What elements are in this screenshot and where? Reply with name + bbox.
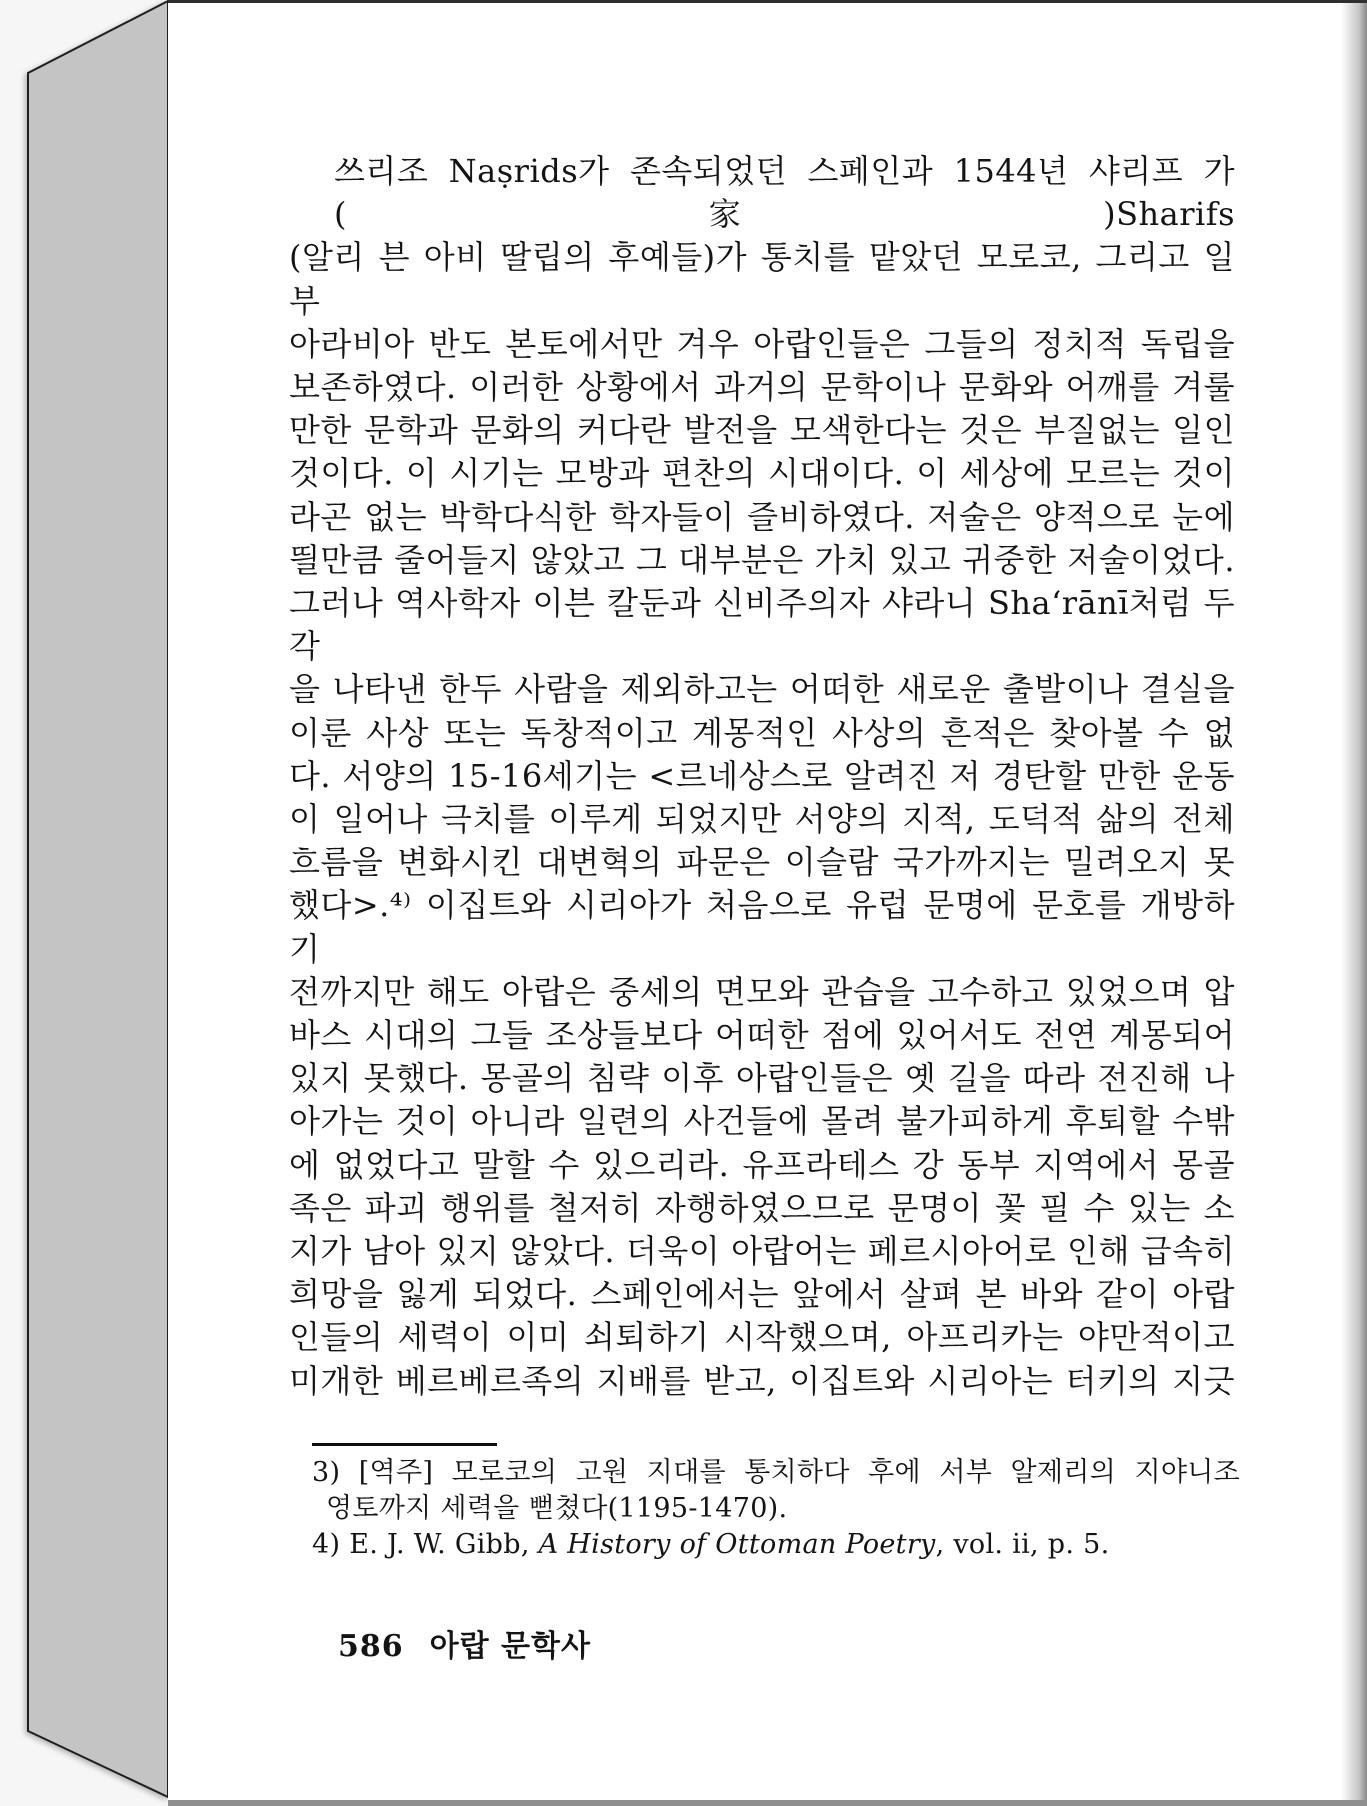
body-text-line: 만한 문학과 문화의 커다란 발전을 모색한다는 것은 부질없는 일인 bbox=[289, 411, 1235, 450]
body-text-line: 희망을 잃게 되었다. 스페인에서는 앞에서 살펴 본 바와 같이 아랍 bbox=[289, 1275, 1235, 1314]
body-text-line: 것이다. 이 시기는 모방과 편찬의 시대이다. 이 세상에 모르는 것이 bbox=[289, 454, 1235, 493]
body-text-line: 띌만큼 줄어들지 않았고 그 대부분은 가치 있고 귀중한 저술이었다. bbox=[289, 540, 1235, 579]
body-text-line: 그러나 역사학자 이븐 칼둔과 신비주의자 샤라니 Sha‘rānī처럼 두각 bbox=[289, 584, 1235, 666]
body-text-block bbox=[289, 150, 1235, 1403]
footnote-3-line-1: 3) [역주] 모로코의 고원 지대를 통치하다 후에 서부 알제리의 지야니조 bbox=[312, 1457, 1240, 1488]
body-text-line: 인들의 세력이 이미 쇠퇴하기 시작했으며, 아프리카는 야만적이고 bbox=[289, 1318, 1235, 1357]
body-text-line: 에 없었다고 말할 수 있으리라. 유프라테스 강 동부 지역에서 몽골 bbox=[289, 1145, 1235, 1184]
body-text-line: 전까지만 해도 아랍은 중세의 면모와 관습을 고수하고 있었으며 압 bbox=[289, 972, 1235, 1011]
footnote-4-suffix: , vol. ii, p. 5. bbox=[935, 1529, 1110, 1560]
footnote-4 bbox=[312, 1527, 1240, 1563]
footnote-4-book-title: A History of Ottoman Poetry bbox=[538, 1529, 936, 1560]
footnote-separator-rule bbox=[312, 1443, 497, 1446]
body-text-line: 아라비아 반도 본토에서만 겨우 아랍인들은 그들의 정치적 독립을 bbox=[289, 324, 1235, 363]
page-number: 586 bbox=[338, 1629, 404, 1664]
page-footer bbox=[338, 1621, 591, 1665]
body-text-line: 라곤 없는 박학다식한 학자들이 즐비하였다. 저술은 양적으로 눈에 bbox=[289, 497, 1235, 536]
footnotes-block bbox=[312, 1455, 1240, 1563]
book-title: 아랍 문학사 bbox=[429, 1629, 591, 1664]
body-text-line: 미개한 베르베르족의 지배를 받고, 이집트와 시리아는 터키의 지긋 bbox=[289, 1361, 1235, 1400]
body-text-line: 바스 시대의 그들 조상들보다 어떠한 점에 있어서도 전연 계몽되어 bbox=[289, 1016, 1235, 1055]
body-text-line: 흐름을 변화시킨 대변혁의 파문은 이슬람 국가까지는 밀려오지 못 bbox=[289, 843, 1235, 882]
body-text-line-with-footnote-marker: 했다>.⁴⁾ 이집트와 시리아가 처음으로 유럽 문명에 문호를 개방하기 bbox=[289, 886, 1235, 968]
body-text-line: 아가는 것이 아니라 일련의 사건들에 몰려 불가피하게 후퇴할 수밖 bbox=[289, 1102, 1235, 1141]
page-right-edge-shadow bbox=[1341, 3, 1367, 1800]
body-text-line: 족은 파괴 행위를 철저히 자행하였으므로 문명이 꽃 필 수 있는 소 bbox=[289, 1188, 1235, 1227]
footnote-3-line-2: 영토까지 세력을 뻗쳤다(1195-1470). bbox=[326, 1493, 788, 1524]
footnote-4-prefix: 4) E. J. W. Gibb, bbox=[312, 1529, 539, 1560]
body-text-line: 을 나타낸 한두 사람을 제외하고는 어떠한 새로운 출발이나 결실을 bbox=[289, 670, 1235, 709]
body-text-line: 지가 남아 있지 않았다. 더욱이 아랍어는 페르시아어로 인해 급속히 bbox=[289, 1232, 1235, 1271]
page bbox=[168, 0, 1367, 1806]
body-text-line: 있지 못했다. 몽골의 침략 이후 아랍인들은 옛 길을 따라 전진해 나 bbox=[289, 1059, 1235, 1098]
body-text-line: 이룬 사상 또는 독창적이고 계몽적인 사상의 흔적은 찾아볼 수 없 bbox=[289, 713, 1235, 752]
body-text-line: 이 일어나 극치를 이루게 되었지만 서양의 지적, 도덕적 삶의 전체 bbox=[289, 800, 1235, 839]
body-text-line: 쓰리조 Naṣrids가 존속되었던 스페인과 1544년 샤리프 가(家)Sharifs bbox=[334, 152, 1235, 234]
body-text-line: 다. 서양의 15-16세기는 <르네상스로 알려진 저 경탄할 만한 운동 bbox=[289, 756, 1235, 795]
body-text-line: (알리 븐 아비 딸립의 후예들)가 통치를 맡았던 모로코, 그리고 일부 bbox=[289, 238, 1235, 320]
body-text-line: 보존하였다. 이러한 상황에서 과거의 문학이나 문화와 어깨를 겨룰 bbox=[289, 368, 1235, 407]
